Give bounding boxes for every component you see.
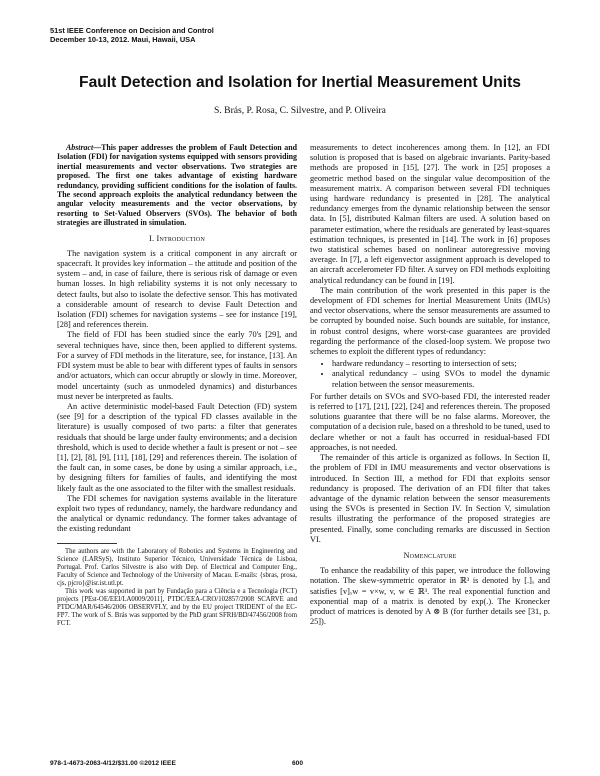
footnote-rule — [57, 543, 117, 544]
abstract — [57, 143, 297, 228]
conference-name: 51st IEEE Conference on Decision and Control — [50, 26, 214, 35]
right-paragraph-2: The main contribution of the work presented in this paper is the development of FDI schemes for Inertial Measurement Units (IMUs) and vector observations, where the sensor measurements are assumed to be corrupted by bounded noise. Such bounds are suitable, for instance, in robust control designs, where worst-case guarantees are provided regarding the performance of the closed-loop system. We propose two schemes to exploit the different types of redundancy: — [310, 285, 550, 357]
intro-heading: I. Introduction — [148, 233, 205, 243]
isbn-footer: 978-1-4673-2063-4/12/$31.00 ©2012 IEEE — [50, 760, 176, 767]
bullet-analytical-redundancy: • analytical redundancy – using SVOs to model the dynamic relation between the sensor measurements. — [332, 369, 550, 389]
conference-header — [50, 26, 214, 44]
right-paragraph-3: For further details on SVOs and SVO-based FDI, the interested reader is referred to [17], [21], [22], [24] and references therein. The proposed solutions guarantee that there will be no false alarms. Moreover, the computation of a decision rule, based on a threshold to be tuned, used to declare whether or not a fault has occurred in residual-based FDI approaches, is not needed. — [310, 391, 550, 452]
footnote-affiliation: The authors are with the Laboratory of Robotics and Systems in Engineering and Science (LARSyS), Instituto Superior Técnico, Universidade Técnica de Lisboa, Portugal. Prof. Carlos Silvestre is also with Dep. of Electrical and Computer Eng., Faculty of Science and Technology of the University of Macau. E-mails: {sbras, prosa, cjs, pjcro}@isr.ist.utl.pt. — [57, 547, 297, 587]
contribution-list — [310, 359, 550, 390]
notation-paragraph: To enhance the readability of this paper, we introduce the following notation. The skew-symmetric operator in ℝ³ is denoted by [.]ₓ and satisfies [v]ₓw = v×w, v, w ∈ ℝ³. The real exponential function and exponential map of a matrix is denoted by exp(.). The Kronecker product of matrices is denoted by A ⊗ B (for further details see [31, p. 25]). — [310, 566, 550, 627]
abstract-text: —This paper addresses the problem of Fault Detection and Isolation (FDI) for navigation systems equipped with sensors providing inertial measurements and vector observations. Two strategies are proposed. The first one takes advantage of existing hardware redundancy, providing sufficient conditions for the isolation of faults. The second approach exploits the analytical redundancy between the angular velocity measurements and the vector observations, by resorting to Set-Valued Observers (SVOs). The behavior of both strategies are illustrated in simulation. — [57, 143, 297, 228]
page-number: 600 — [292, 760, 304, 767]
conference-dates: December 10-13, 2012. Maui, Hawaii, USA — [50, 35, 196, 44]
paper-title: Fault Detection and Isolation for Inertial Measurement Units — [79, 74, 521, 91]
intro-paragraph-4: The FDI schemes for navigation systems available in the literature exploit two types of redundancy, namely, the hardware redundancy and the analytical or dynamic redundancy. The former takes advantage of the existing redundant — [57, 493, 297, 534]
left-column — [57, 143, 297, 628]
footnote-funding: This work was supported in part by Fundação para a Ciência e a Tecnologia (FCT) projects [PEst-OE/EEI/LA0009/2011], PTDC/EEA-CRO/102857/2008 SCARVE and PTDC/MAR/64546/2006 OBSERVFLY, and by the EU project TRIDENT of the EC-FP7. The work of S. Brás was supported by the PhD grant SFRH/BD/47456/2008 from FCT. — [57, 588, 297, 628]
intro-paragraph-1: The navigation system is a critical component in any aircraft or spacecraft. It provides key information – the attitude and position of the system – and, in case of failure, there is serious risk of damage or even human losses. In high reliability systems it is not only necessary to detect faults, but also to isolate the defective sensor. This has motivated a considerable amount of research to devise Fault Detection and Isolation (FDI) schemes for navigation systems – see for instance [19], [28] and references therein. — [57, 248, 297, 330]
right-column — [310, 143, 550, 627]
abstract-lead: Abstract — [66, 143, 94, 152]
intro-paragraph-2: The field of FDI has been studied since the early 70's [29], and several techniques have, since then, been applied to different systems. For a survey of FDI methods in the literature, see, for instance, [13]. An FDI system must be able to bear with different types of faults in sensors and/or actuators, which can occur abruptly or slowly in time. Moreover, model uncertainty (such as unmodeled dynamics) and disturbances must never be interpreted as faults. — [57, 330, 297, 401]
right-paragraph-1: measurements to detect incoherences among them. In [12], an FDI solution is proposed that is based on algebraic invariants. Parity-based methods are proposed in [15], [27]. The work in [25] proposes a geometric method based on the singular value decomposition of the measurement matrix. A comparison between several FDI techniques using hardware redundancy is presented in [28]. The analytical redundancy emerges from the dynamic relationship between the sensor data. In [5], distributed Kalman filters are used. A solution based on parameter estimation, where the residuals are generated by least-squares estimation techniques, is presented in [14]. The work in [6] proposes two statistical schemes based on nonlinear autoregressive moving average. In [7], a left eigenvector assignment approach is developed to an aircraft accelerometer FD filter. A survey on FDI methods exploiting analytical redundancy can be found in [19]. — [310, 143, 550, 285]
notation-heading: Nomenclature — [403, 550, 457, 560]
paper-authors: S. Brás, P. Rosa, C. Silvestre, and P. Oliveira — [214, 105, 386, 116]
intro-paragraph-3: An active deterministic model-based Fault Detection (FD) system (see [9] for a description of the typical FD classes available in the literature) is usually composed of two parts: a filter that generates residuals that should be large under faulty environments; and a decision threshold, which is used to decide whether a fault is present or not – see [1], [2], [8], [9], [11], [18], [29] and references therein. The isolation of the fault can, in some cases, be done by using a similar approach, i.e., by designing filters for families of faults, and identifying the most likely fault as the one associated to the filter with the smallest residuals. — [57, 401, 297, 493]
bullet-hardware-redundancy: • hardware redundancy – resorting to intersection of sets; — [332, 359, 550, 369]
right-paragraph-4: The remainder of this article is organized as follows. In Section II, the problem of FDI in IMU measurements and vector observations is introduced. In Section III, a method for FDI that exploits sensor redundancy is proposed. The derivation of an FDI filter that takes advantage of the dynamic relation between the sensor measurements using the SVOs is presented in Section IV. In Section V, simulation results illustrating the performance of the proposed strategies are presented. Finally, some concluding remarks are discussed in Section VI. — [310, 453, 550, 544]
